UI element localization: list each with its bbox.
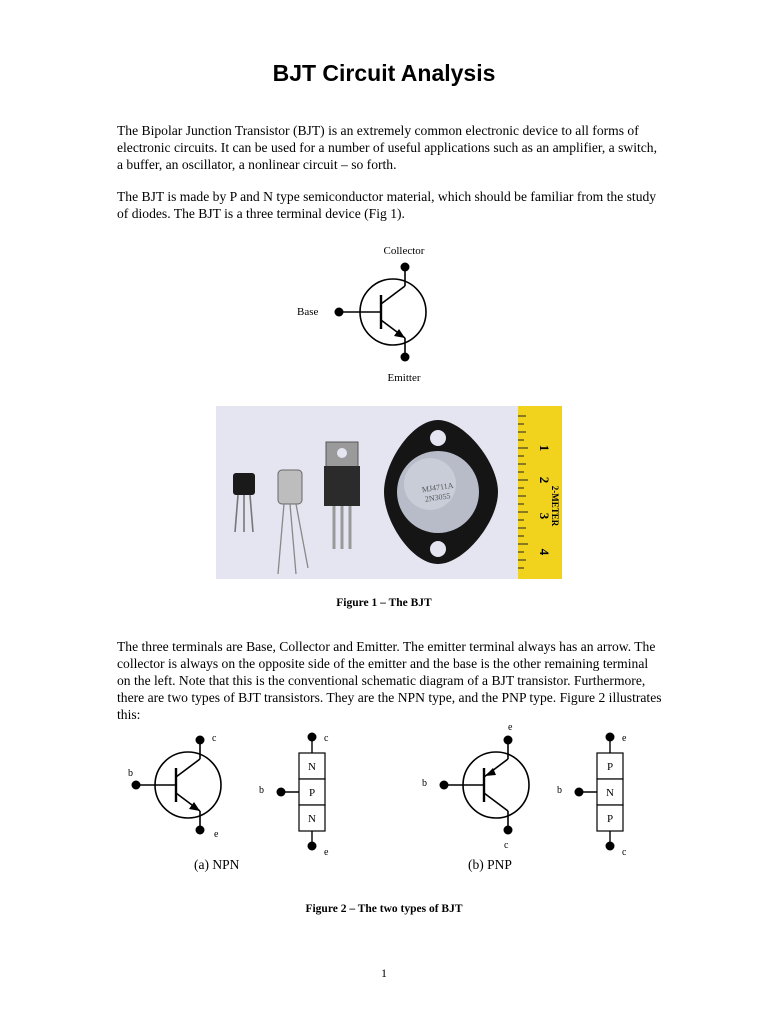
pnp-e-label: e — [508, 722, 513, 733]
npn-b-label: b — [128, 768, 133, 779]
pnp-caption: (b) PNP — [468, 857, 512, 872]
pnp-b-label: b — [422, 778, 427, 789]
pnp-stack-e-label: e — [622, 733, 627, 744]
npn-layer-2-text: P — [308, 787, 316, 799]
bjt-schematic — [280, 238, 460, 388]
to220-body — [324, 466, 360, 506]
npn-stack-e-label: e — [324, 847, 329, 856]
npn-b-terminal — [132, 781, 141, 790]
pnp-layer-2-text: N — [606, 787, 614, 799]
to92-transistor — [233, 473, 255, 495]
ruler-mark-3: 3 — [537, 512, 552, 520]
ruler-mark-1: 1 — [537, 444, 552, 452]
figure-2-caption: Figure 2 – The two types of BJT — [305, 903, 463, 915]
emitter-label: Emitter — [387, 372, 421, 384]
base-terminal — [335, 308, 344, 317]
to3-hole-bottom — [430, 541, 446, 557]
pnp-b-terminal — [440, 781, 449, 790]
ruler-mark-2: 2 — [537, 476, 552, 484]
npn-stack-c-label: c — [324, 733, 329, 744]
ruler-brand: 2-METER — [550, 485, 560, 527]
pnp-c-terminal — [504, 826, 513, 835]
chip-marking-1: MJ4711A — [421, 480, 454, 495]
collector-lead — [381, 286, 405, 304]
npn-e-label: e — [214, 829, 219, 840]
npn-c-label: c — [212, 733, 217, 744]
page-title: BJT Circuit Analysis — [272, 60, 496, 86]
intro-paragraph: The Bipolar Junction Transistor (BJT) is an extremely common electronic device to all forms of electronic circuits. It can be used for a number of useful applications such as an amplifier, a switch, a buffer, an oscillator, a nonlinear circuit – so forth. — [117, 123, 657, 172]
pnp-stack-b-label: b — [557, 785, 562, 796]
chip-marking-2: 2N3055 — [424, 491, 452, 504]
npn-layer-1-text: N — [308, 761, 316, 773]
pnp-c-label: c — [504, 840, 509, 851]
npn-caption: (a) NPN — [194, 857, 240, 872]
npn-stack-e-terminal — [308, 842, 317, 851]
emitter-terminal — [401, 353, 410, 362]
metal-can-transistor — [278, 470, 302, 504]
npn-diagram — [124, 726, 354, 856]
npn-stack-b-label: b — [259, 785, 264, 796]
npn-collector-lead — [176, 759, 200, 777]
npn-stack-b-terminal — [277, 788, 286, 797]
npn-layer-3-text: N — [308, 813, 316, 825]
pnp-stack-b-terminal — [575, 788, 584, 797]
material-paragraph: The BJT is made by P and N type semiconductor material, which should be familiar from the study of diodes. The BJT is a three terminal device (Fig 1). — [117, 189, 657, 221]
pnp-layer-1-text: P — [606, 761, 614, 773]
pnp-diagram — [418, 718, 648, 858]
npn-e-terminal — [196, 826, 205, 835]
collector-label: Collector — [383, 245, 425, 257]
pnp-e-terminal — [504, 736, 513, 745]
transistor-photo — [216, 406, 562, 579]
pnp-stack-c-label: c — [622, 847, 627, 858]
page-number: 1 — [381, 966, 387, 980]
pnp-layer-3-text: P — [606, 813, 614, 825]
npn-c-terminal — [196, 736, 205, 745]
terminals-paragraph: The three terminals are Base, Collector and Emitter. The emitter terminal always has an arrow. The collector is always on the opposite side of the emitter and the base is the other remaining terminal on the left. Note that this is the conventional schematic diagram of a BJT transistor. Furthermore, there are two types of BJT transistors. They are the NPN type, and the PNP type. Figure 2 illustrates this: — [117, 639, 662, 722]
pnp-collector-lead — [484, 793, 508, 811]
to220-hole — [337, 448, 347, 458]
figure-1-caption: Figure 1 – The BJT — [336, 597, 432, 609]
ruler-mark-4: 4 — [537, 548, 552, 556]
to3-hole-top — [430, 430, 446, 446]
collector-terminal — [401, 263, 410, 272]
base-label: Base — [297, 306, 319, 318]
pnp-stack-c-terminal — [606, 842, 615, 851]
